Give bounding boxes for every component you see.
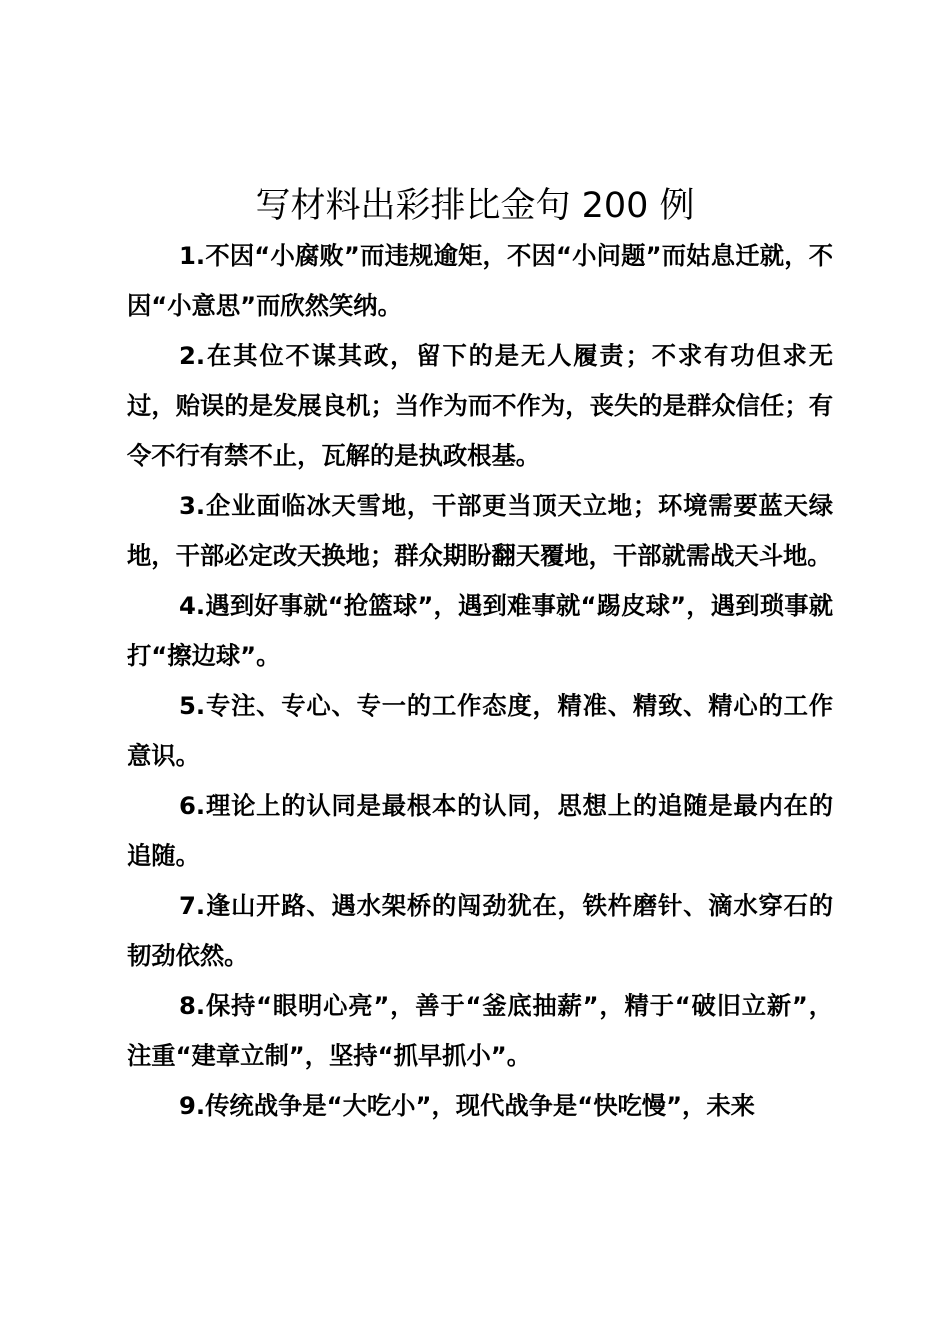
paragraph-3: 3.企业面临冰天雪地，干部更当顶天立地；环境需要蓝天绿地，干部必定改天换地；群众期盼翻天覆地，干部就需战天斗地。	[127, 491, 833, 570]
paragraph-2: 2.在其位不谋其政，留下的是无人履责；不求有功但求无过，贻误的是发展良机；当作为而不作为，丧失的是群众信任；有令不行有禁不止，瓦解的是执政根基。	[127, 341, 833, 470]
paragraph-5: 5.专注、专心、专一的工作态度，精准、精致、精心的工作意识。	[127, 691, 833, 770]
paragraph-4: 4.遇到好事就“抢篮球”，遇到难事就“踢皮球”，遇到琐事就打“擦边球”。	[127, 591, 833, 670]
paragraph-1: 1.不因“小腐败”而违规逾矩，不因“小问题”而姑息迁就，不因“小意思”而欣然笑纳。	[127, 241, 833, 320]
document-title: 写材料出彩排比金句 200 例	[255, 186, 695, 226]
paragraph-6: 6.理论上的认同是最根本的认同，思想上的追随是最内在的追随。	[127, 791, 833, 870]
paragraph-8: 8.保持“眼明心亮”，善于“釜底抽薪”，精于“破旧立新”，注重“建章立制”，坚持“抓早抓小”。	[127, 991, 833, 1070]
paragraph-7: 7.逢山开路、遇水架桥的闯劲犹在，铁杵磨针、滴水穿石的韧劲依然。	[127, 891, 833, 970]
paragraph-9: 9.传统战争是“大吃小”，现代战争是“快吃慢”，未来	[179, 1091, 755, 1120]
document-body	[127, 231, 833, 1131]
